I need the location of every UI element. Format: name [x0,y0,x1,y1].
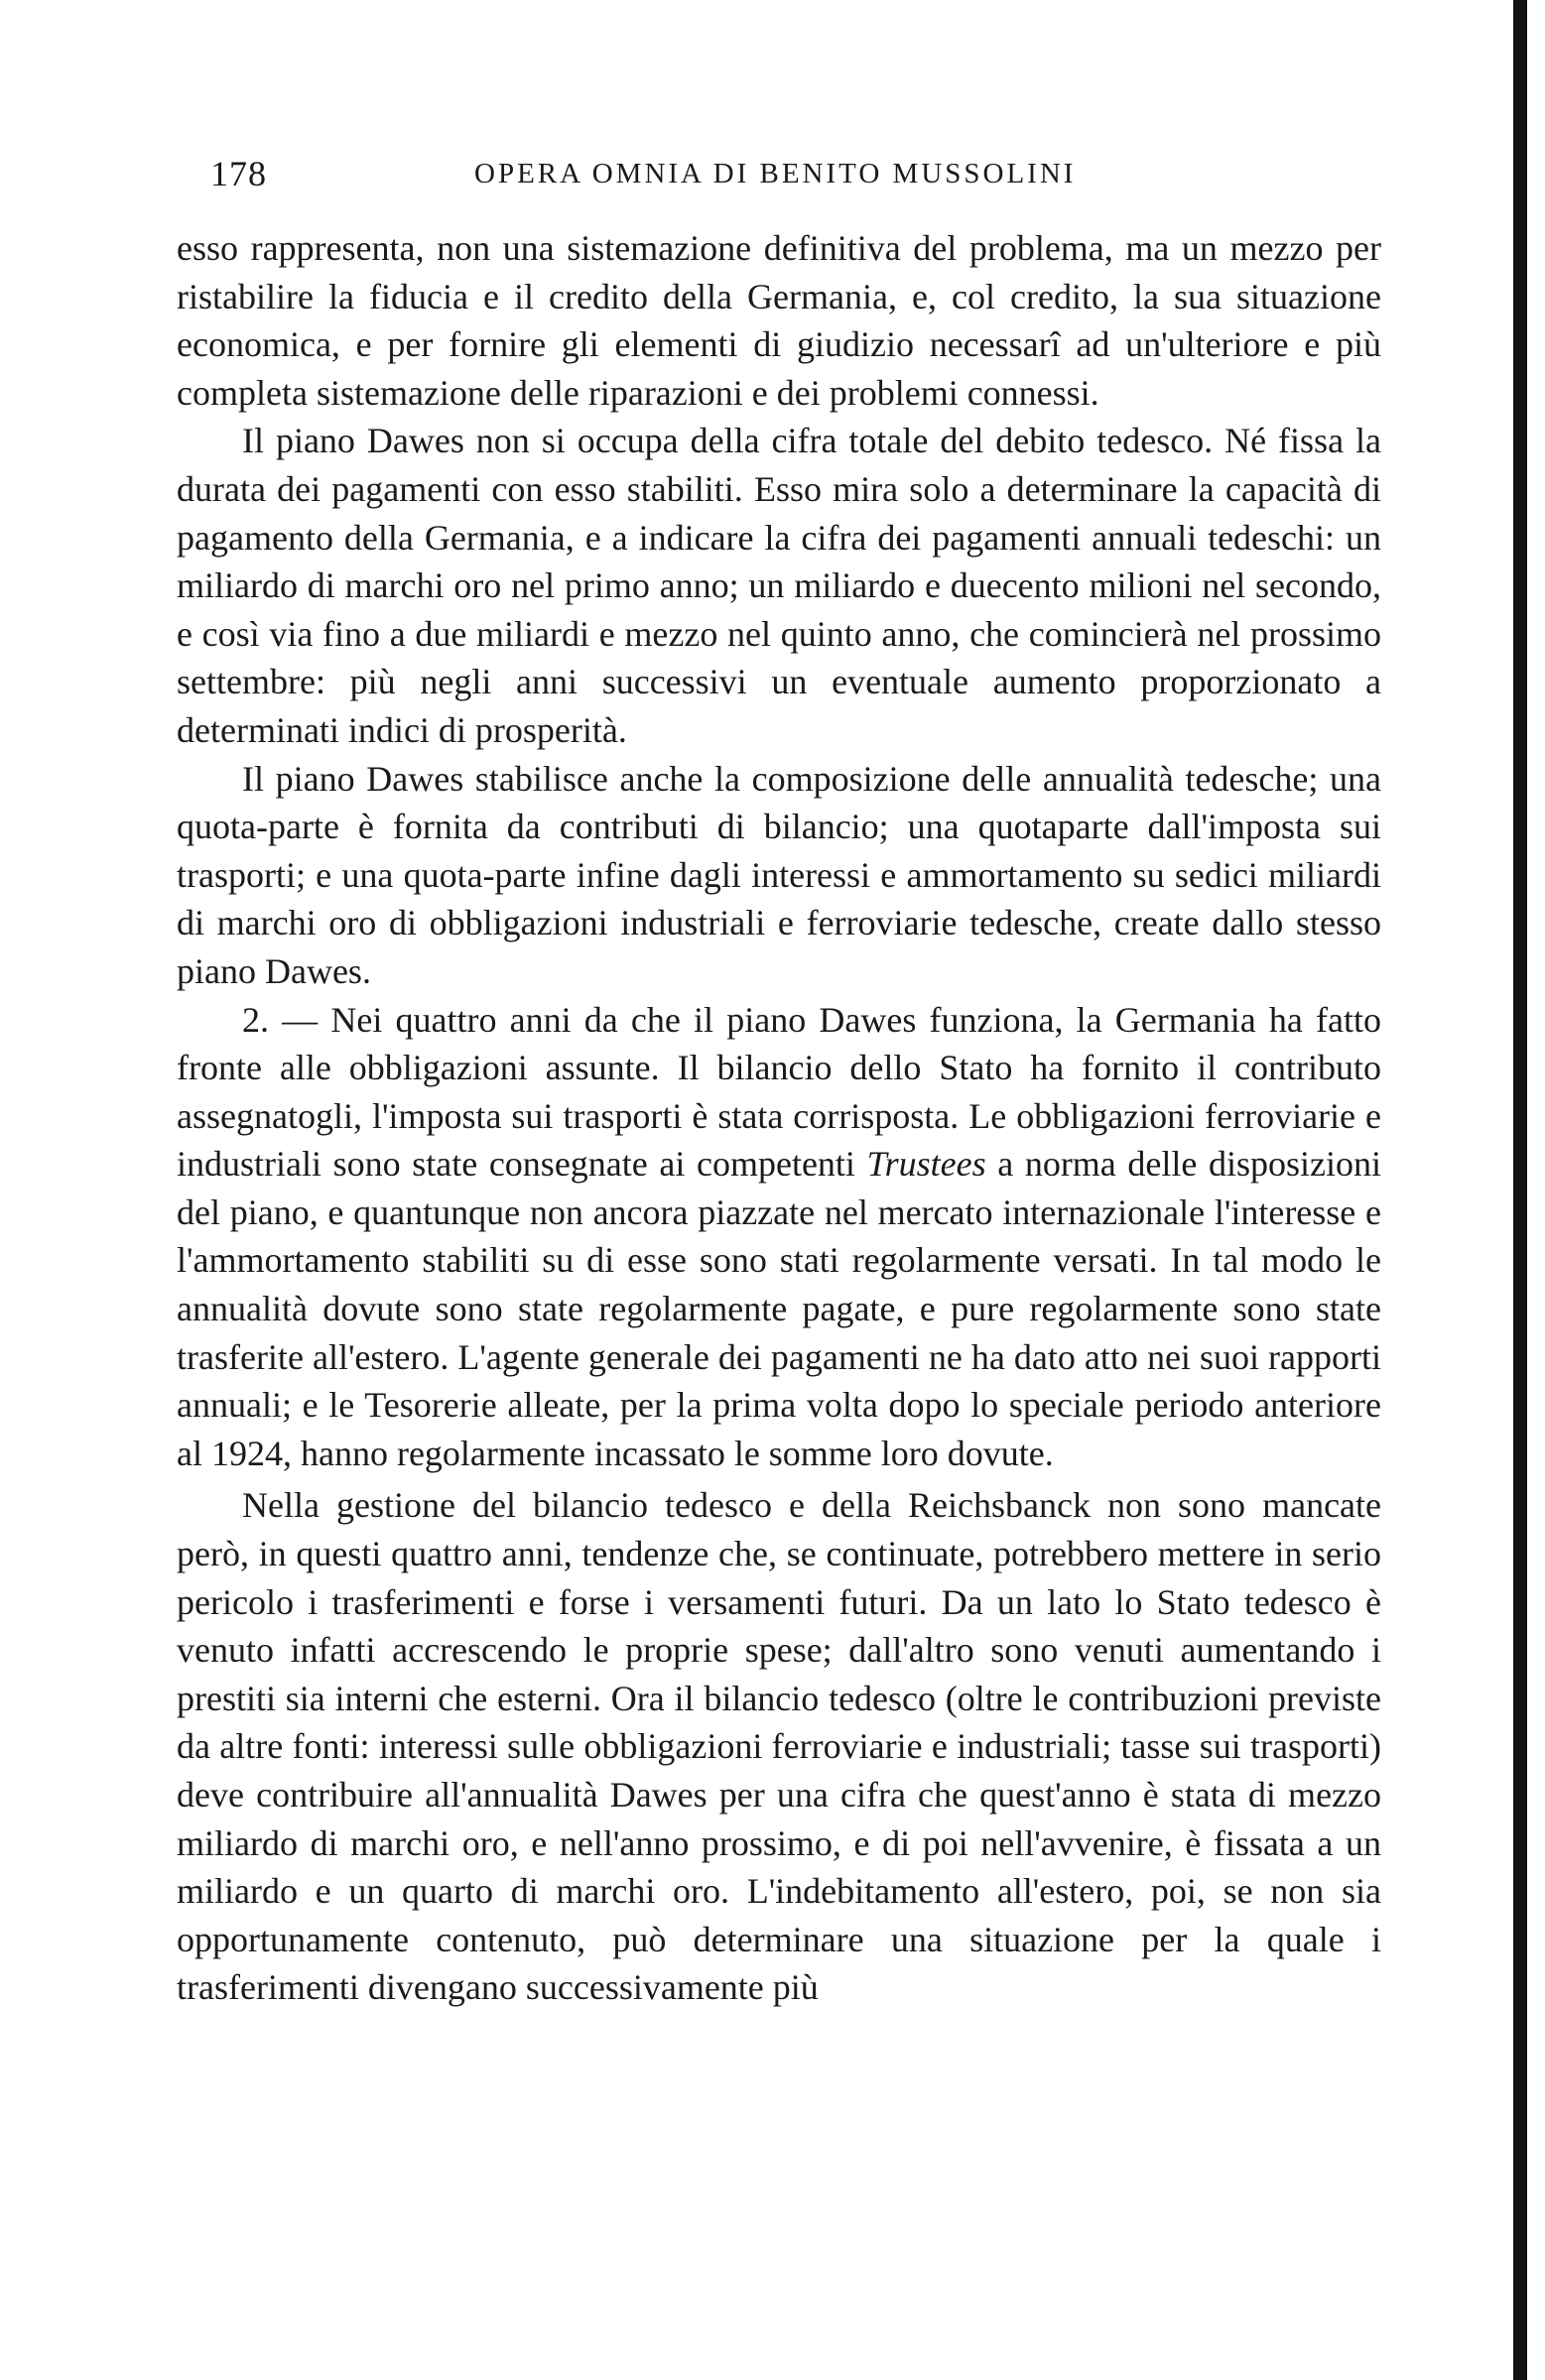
paragraph-5: Nella gestione del bilancio tedesco e della Reichsbanck non sono mancate però, in questi quattro anni, tendenze che, se continuate, potrebbero mettere in serio pericolo i trasferimenti e forse i versamenti futuri. Da un lato lo Stato tedesco è venuto infatti accrescendo le proprie spese; dall'altro sono venuti aumentando i prestiti sia interni che esterni. Ora il bilancio tedesco (oltre le contribuzioni previste da altre fonti: interessi sulle obbligazioni ferroviarie e industriali; tasse sui trasporti) deve contribuire all'annualità Dawes per una cifra che quest'anno è stata di mezzo miliardo di marchi oro, e nell'anno prossimo, e di poi nell'avvenire, è fissata a un miliardo e un quarto di marchi oro. L'indebitamento all'estero, poi, se non sia opportunamente contenuto, può determinare una situazione per la quale i trasferimenti divengano successivamente più [177,1485,1381,2008]
paragraph-4 [177,996,1381,1478]
text-body [177,224,1381,2012]
page-number: 178 [210,154,267,193]
trustees-italic: Trustees [866,1144,986,1185]
paragraph-2: Il piano Dawes non si occupa della cifra totale del debito tedesco. Né fissa la durata dei pagamenti con esso stabiliti. Esso mira solo a determinare la capacità di pagamento della Germania, e a indicare la cifra dei pagamenti annuali tedeschi: un miliardo di marchi oro nel primo anno; un miliardo e duecento milioni nel secondo, e così via fino a due miliardi e mezzo nel quinto anno, che comincierà nel prossimo settembre: più negli anni successivi un eventuale aumento proporzionato a determinati indici di prosperità. [177,421,1381,750]
running-head [0,149,1545,198]
paragraph-4-part-2: a norma delle disposizioni del piano, e quantunque non ancora piazzate nel mercato internazionale l'interesse e l'ammortamento stabiliti su di esse sono stati regolarmente versati. In tal modo le annualità dovute sono state regolarmente pagate, e pure regolarmente sono state trasferite all'estero. L'agente generale dei pagamenti ne ha dato atto nei suoi rapporti annuali; e le Tesorerie alleate, per la prima volta dopo lo speciale periodo anteriore al 1924, hanno regolarmente incassato le somme loro dovute. [177,1144,1381,1473]
scan-page-edge [1513,0,1527,2380]
paragraph-1: esso rappresenta, non una sistemazione definitiva del problema, ma un mezzo per ristabilire la fiducia e il credito della Germania, e, col credito, la sua situazione economica, e per fornire gli elementi di giudizio necessarî ad un'ulteriore e più completa sistemazione delle riparazioni e dei problemi connessi. [177,228,1381,413]
paragraph-3: Il piano Dawes stabilisce anche la composizione delle annualità tedesche; una quota-parte è fornita da contributi di bilancio; una quotaparte dall'imposta sui trasporti; e una quota-parte infine dagli interessi e ammortamento su sedici miliardi di marchi oro di obbligazioni industriali e ferroviarie tedesche, create dallo stesso piano Dawes. [177,758,1381,991]
running-title: OPERA OMNIA DI BENITO MUSSOLINI [474,158,1077,189]
paragraph-4-part-1: 2. — Nei quattro anni da che il piano Dawes funziona, la Germania ha fatto fronte alle obbligazioni assunte. Il bilancio dello Stato ha fornito il contributo assegnatogli, l'imposta sui trasporti è stata corrisposta. Le obbligazioni ferroviarie e industriali sono state consegnate ai competenti [177,999,1381,1185]
